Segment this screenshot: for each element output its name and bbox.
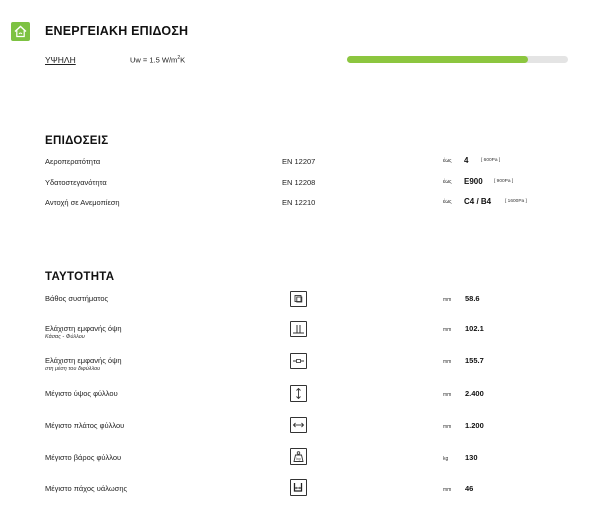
identity-sublabel: στη μέση του διφύλλου [45, 366, 101, 372]
energy-progress-fill [347, 56, 528, 63]
middle-profile-icon [290, 353, 307, 369]
performance-value: E900 [464, 177, 483, 186]
identity-unit: mm [443, 297, 452, 303]
identity-row [45, 419, 565, 445]
identity-value: 58.6 [465, 294, 480, 303]
identity-unit: mm [443, 424, 452, 430]
performance-row [45, 178, 565, 190]
identity-label: Ελάχιστη εμφανής όψη [45, 356, 122, 365]
energy-progress-bar [347, 56, 568, 63]
identity-value: 155.7 [465, 356, 484, 365]
identity-label: Ελάχιστη εμφανής όψη [45, 324, 122, 333]
identity-value: 130 [465, 453, 478, 462]
performance-label: Αντοχή σε Ανεμοπίεση [45, 198, 120, 207]
performance-row [45, 157, 565, 169]
performance-row [45, 198, 565, 210]
identity-sublabel: Κάσας - Φύλλου [45, 334, 85, 340]
identity-value: 102.1 [465, 324, 484, 333]
performance-standard: EN 12207 [282, 157, 316, 166]
identity-unit: mm [443, 392, 452, 398]
identity-unit: mm [443, 327, 452, 333]
vertical-arrows-icon [290, 385, 307, 402]
uw-value: Uw = 1.5 $W/m^2K$ [130, 55, 186, 65]
identity-row [45, 292, 565, 318]
energy-performance-title: ΕΝΕΡΓΕΙΑΚΗ ΕΠΙΔΟΣΗ [45, 24, 189, 38]
performance-value: C4 / B4 [464, 197, 492, 206]
frame-sash-profile-icon [290, 321, 307, 337]
performance-pressure: [ 1600Pa ] [505, 199, 527, 204]
identity-unit: kg [443, 456, 449, 462]
performance-until: έως [443, 179, 452, 185]
performance-label: Υδατοστεγανότητα [45, 178, 107, 187]
performance-standard: EN 12208 [282, 178, 316, 187]
performance-until: έως [443, 199, 452, 205]
identity-label: Μέγιστο βάρος φύλλου [45, 453, 122, 462]
identity-unit: mm [443, 487, 452, 493]
identity-value: 1.200 [465, 421, 484, 430]
performance-pressure: [ 900Pa ] [494, 179, 514, 184]
glazing-thickness-icon [290, 479, 307, 496]
identity-label: Μέγιστο πάχος υάλωσης [45, 484, 128, 493]
performance-value: 4 [464, 156, 469, 165]
performance-until: έως [443, 158, 452, 164]
performance-title: ΕΠΙΔΟΣΕΙΣ [45, 135, 109, 147]
identity-unit: mm [443, 359, 452, 365]
identity-title: ΤΑΥΤΟΤΗΤΑ [45, 271, 115, 283]
identity-row [45, 451, 565, 477]
identity-value: 2.400 [465, 389, 484, 398]
energy-grade: ΥΨΗΛΗ [45, 55, 76, 65]
identity-row [45, 356, 565, 382]
horizontal-arrows-icon [290, 417, 307, 433]
identity-label: Μέγιστο πλάτος φύλλου [45, 421, 125, 430]
identity-label: Βάθος συστήματος [45, 294, 109, 303]
identity-row [45, 482, 565, 508]
identity-value: 46 [465, 484, 474, 493]
identity-row [45, 387, 565, 413]
performance-label: Αεροπερατότητα [45, 157, 101, 166]
identity-label: Μέγιστο ύψος φύλλου [45, 389, 118, 398]
house-icon [11, 22, 30, 41]
svg-text:kg: kg [296, 457, 301, 461]
identity-row [45, 324, 565, 350]
performance-pressure: [ 600Pa ] [481, 158, 501, 163]
performance-standard: EN 12210 [282, 198, 316, 207]
system-depth-icon [290, 291, 307, 307]
weight-icon [290, 448, 307, 465]
